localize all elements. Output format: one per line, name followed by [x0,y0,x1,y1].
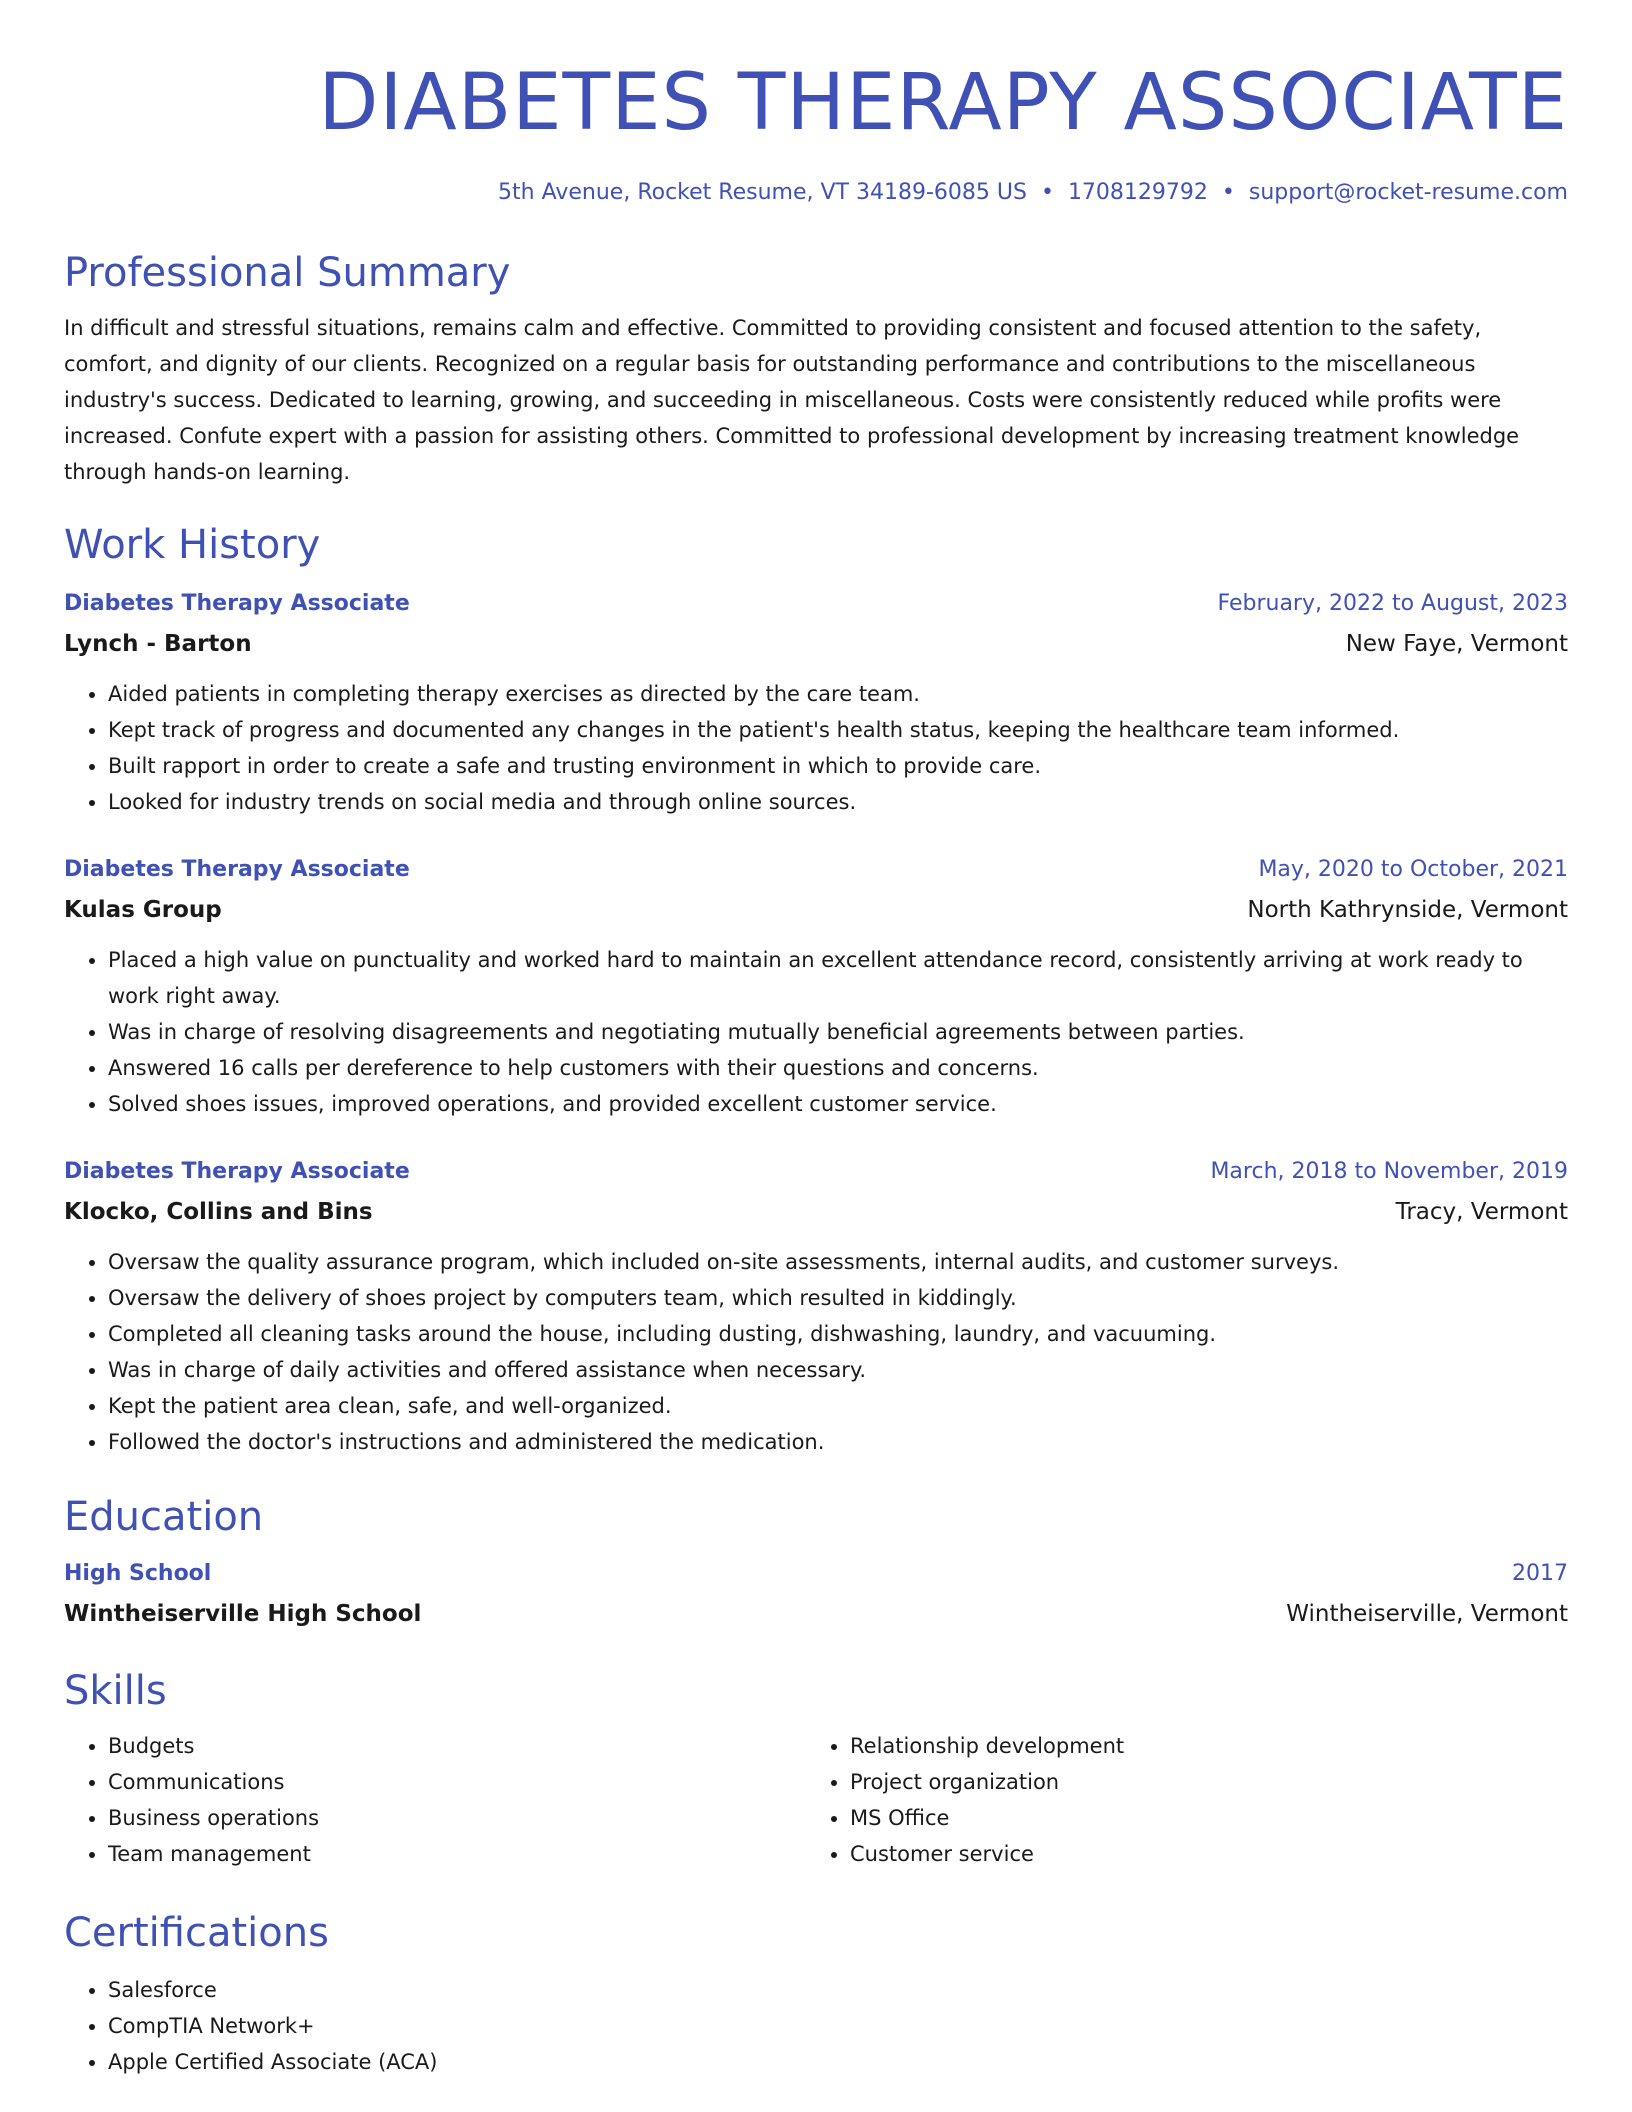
job-company: Klocko, Collins and Bins [64,1199,373,1225]
section-title-certifications: Certifications [64,1910,329,1956]
education-entry [64,1554,1568,1634]
skill-item: • Project organization [850,1764,1548,1800]
certification-item: • Salesforce [108,1972,1568,2008]
job-entry [64,1152,1568,1460]
contact-address: 5th Avenue, Rocket Resume, VT 34189-6085 US [498,180,1027,205]
skill-item: • Communications [108,1764,806,1800]
section-title-work-history: Work History [64,522,321,568]
job-bullet: • Was in charge of daily activities and offered assistance when necessary. [108,1352,1568,1388]
skill-item: • Team management [108,1836,806,1872]
education-location: Wintheiserville, Vermont [1286,1601,1568,1627]
job-location: Tracy, Vermont [1395,1199,1568,1225]
skill-item: • Relationship development [850,1728,1548,1764]
skill-item: • Business operations [108,1800,806,1836]
job-location: New Faye, Vermont [1345,631,1568,657]
job-dates: March, 2018 to November, 2019 [1210,1159,1568,1184]
section-title-skills: Skills [64,1668,167,1714]
job-location: North Kathrynside, Vermont [1247,897,1568,923]
skill-item: • Budgets [108,1728,806,1764]
job-bullet: • Completed all cleaning tasks around the house, including dusting, dishwashing, laundry, and vacuuming. [108,1316,1568,1352]
skills-list-right [806,1728,1548,1872]
skill-item: • Customer service [850,1836,1548,1872]
job-bullet: • Kept the patient area clean, safe, and well-organized. [108,1388,1568,1424]
job-dates: May, 2020 to October, 2021 [1258,857,1568,882]
job-bullet: • Solved shoes issues, improved operations, and provided excellent customer service. [108,1086,1568,1122]
job-bullet: • Built rapport in order to create a safe and trusting environment in which to provide care. [108,748,1568,784]
skill-item: • MS Office [850,1800,1548,1836]
job-bullets [64,676,1568,820]
skills-list-left [64,1728,806,1872]
job-company: Kulas Group [64,897,222,923]
job-title: Diabetes Therapy Associate [64,1159,410,1184]
job-bullet: • Followed the doctor's instructions and administered the medication. [108,1424,1568,1460]
education-degree: High School [64,1561,212,1586]
job-bullet: • Oversaw the quality assurance program, which included on-site assessments, internal audits, and customer surveys. [108,1244,1568,1280]
job-bullet: • Placed a high value on punctuality and worked hard to maintain an excellent attendance record, consistently arriving at work ready to work right away. [108,942,1568,1014]
skills-columns [64,1728,1568,1872]
job-entry [64,850,1568,1122]
resume-header [64,0,1568,208]
contact-separator: • [1221,180,1235,205]
certification-item: • Apple Certified Associate (ACA) [108,2044,1568,2080]
job-title: Diabetes Therapy Associate [64,857,410,882]
job-title: Diabetes Therapy Associate [64,591,410,616]
contact-line [64,178,1568,208]
job-bullet: • Kept track of progress and documented any changes in the patient's health status, keeping the healthcare team informed. [108,712,1568,748]
resume-page [64,0,1568,2080]
job-company: Lynch - Barton [64,631,252,657]
education-school: Wintheiserville High School [64,1601,422,1627]
job-bullet: • Oversaw the delivery of shoes project by computers team, which resulted in kiddingly. [108,1280,1568,1316]
contact-separator: • [1040,180,1054,205]
job-bullet: • Was in charge of resolving disagreements and negotiating mutually beneficial agreements between parties. [108,1014,1568,1050]
job-bullet: • Aided patients in completing therapy exercises as directed by the care team. [108,676,1568,712]
job-bullet: • Looked for industry trends on social media and through online sources. [108,784,1568,820]
section-title-summary: Professional Summary [64,250,511,296]
resume-name: DIABETES THERAPY ASSOCIATE [318,58,1568,148]
certifications-list [64,1972,1568,2080]
section-title-education: Education [64,1494,264,1540]
summary-text: In difficult and stressful situations, remains calm and effective. Committed to providing consistent and focused attention to the safety, comfort, and dignity of our clients. Recognized on a regular basis for outstanding performance and contributions to the miscellaneous industry's success. Dedicated to learning, growing, and succeeding in miscellaneous. Costs were consistently reduced while profits were increased. Confute expert with a passion for assisting others. Committed to professional development by increasing treatment knowledge through hands-on learning. [64,316,1520,484]
job-entry [64,584,1568,820]
contact-phone: 1708129792 [1067,180,1208,205]
certification-item: • CompTIA Network+ [108,2008,1568,2044]
job-bullets [64,1244,1568,1460]
contact-email[interactable]: support@rocket-resume.com [1248,180,1568,205]
job-dates: February, 2022 to August, 2023 [1217,591,1568,616]
job-bullets [64,942,1568,1122]
education-year: 2017 [1512,1561,1568,1586]
job-bullet: • Answered 16 calls per dereference to help customers with their questions and concerns. [108,1050,1568,1086]
